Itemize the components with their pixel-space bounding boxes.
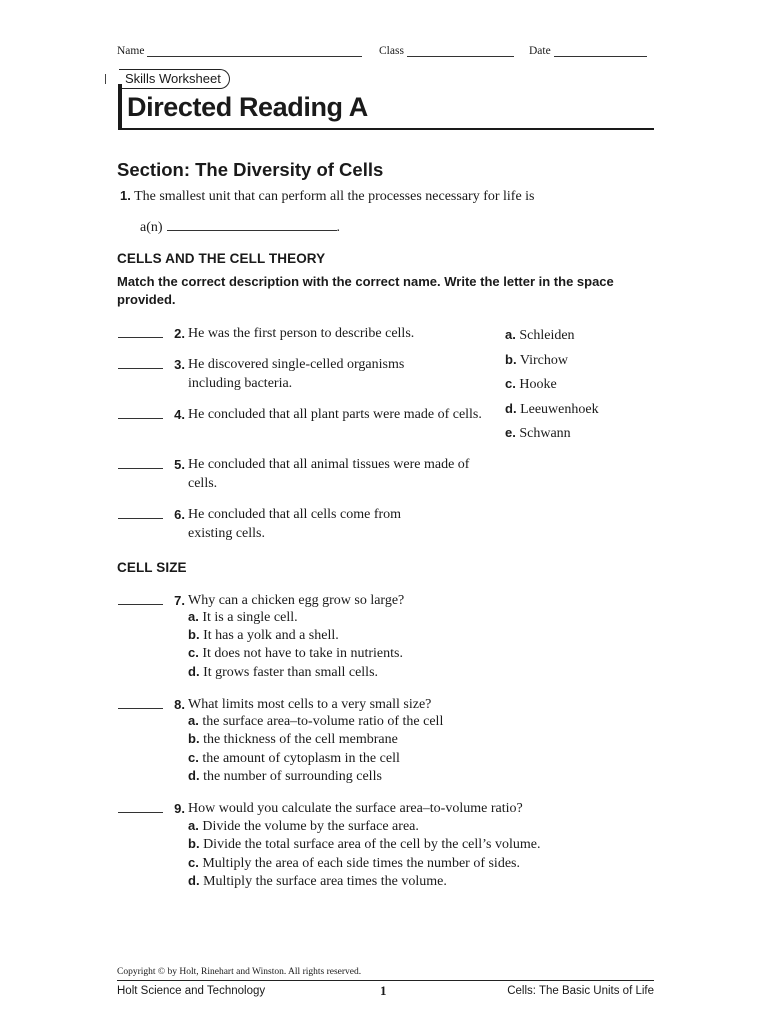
worksheet-badge: Skills Worksheet: [119, 69, 230, 89]
question-1-answer-line: [140, 218, 340, 236]
name-label: Name: [117, 45, 145, 57]
choice-9d: d. Multiply the surface area times the volume.: [188, 873, 447, 889]
answer-suffix: .: [336, 220, 341, 235]
choice-9c: c. Multiply the area of each side times the number of sides.: [188, 855, 520, 871]
question-text: He concluded that all animal tissues were made of cells.: [188, 457, 470, 491]
answer-blank[interactable]: [167, 218, 337, 231]
choice-7c: c. It does not have to take in nutrients.: [188, 645, 403, 661]
name-field[interactable]: [117, 44, 362, 57]
answer-blank[interactable]: [118, 604, 163, 605]
question-number: 7.: [174, 593, 185, 608]
date-field[interactable]: [529, 44, 647, 57]
question-text: How would you calculate the surface area–to-volume ratio?: [188, 801, 523, 816]
matching-instructions: Match the correct description with the correct name. Write the letter in the space provided.: [117, 274, 614, 307]
question-number: 4.: [174, 407, 185, 422]
answer-blank[interactable]: [118, 418, 163, 419]
question-number: 2.: [174, 326, 185, 341]
answer-blank[interactable]: [118, 518, 163, 519]
question-text: The smallest unit that can perform all the processes necessary for life is: [134, 189, 535, 204]
page-title: Directed Reading A: [127, 92, 368, 122]
question-number: 6.: [174, 507, 185, 522]
option-e: e. Schwann: [505, 425, 571, 441]
question-text: He discovered single-celled organisms including bacteria.: [188, 357, 405, 391]
option-a: a. Schleiden: [505, 327, 575, 343]
class-label: Class: [379, 45, 404, 57]
section-title: Section: The Diversity of Cells: [117, 159, 384, 180]
question-text: He was the first person to describe cells.: [188, 326, 415, 341]
option-b: b. Virchow: [505, 351, 568, 368]
question-text: He concluded that all plant parts were made of cells.: [188, 407, 482, 422]
choice-7b: b. It has a yolk and a shell.: [188, 627, 339, 643]
option-d: d. Leeuwenhoek: [505, 400, 599, 417]
title-accent-bar: [118, 84, 122, 130]
footer-chapter: Cells: The Basic Units of Life: [507, 985, 654, 997]
date-label: Date: [529, 45, 551, 57]
question-number: 5.: [174, 457, 185, 472]
question-text: He concluded that all cells come from existing cells.: [188, 507, 402, 541]
title-rule: [118, 128, 654, 130]
question-1: [120, 188, 535, 205]
choice-8c: c. the amount of cytoplasm in the cell: [188, 750, 400, 766]
answer-blank[interactable]: [118, 468, 163, 469]
choice-8d: d. the number of surrounding cells: [188, 768, 382, 784]
answer-blank[interactable]: [118, 812, 163, 813]
margin-mark: [105, 74, 106, 84]
answer-blank[interactable]: [118, 368, 163, 369]
footer-publisher: Holt Science and Technology: [117, 985, 266, 997]
matching-options: [505, 323, 599, 446]
class-field[interactable]: [379, 44, 514, 57]
answer-blank[interactable]: [118, 708, 163, 709]
answer-blank[interactable]: [118, 337, 163, 338]
choice-7a: a. It is a single cell.: [188, 609, 298, 625]
choice-8a: a. the surface area–to-volume ratio of the cell: [188, 713, 444, 729]
choice-9b: b. Divide the total surface area of the cell by the cell’s volume.: [188, 836, 541, 852]
choice-9a: a. Divide the volume by the surface area.: [188, 818, 419, 834]
heading-cell-theory: CELLS AND THE CELL THEORY: [117, 251, 326, 266]
question-number: 8.: [174, 697, 185, 712]
heading-cell-size: CELL SIZE: [117, 560, 187, 575]
page-number: 1: [380, 983, 387, 998]
question-text: Why can a chicken egg grow so large?: [188, 593, 405, 608]
question-number: 3.: [174, 357, 185, 372]
choice-8b: b. the thickness of the cell membrane: [188, 731, 398, 747]
footer-rule: [117, 980, 654, 981]
question-number: 1.: [120, 188, 131, 203]
option-c: c. Hooke: [505, 376, 557, 392]
copyright-notice: Copyright © by Holt, Rinehart and Winston. All rights reserved.: [117, 967, 362, 977]
question-text: What limits most cells to a very small size?: [188, 697, 432, 712]
question-number: 9.: [174, 801, 185, 816]
answer-prefix: a(n): [140, 220, 163, 235]
choice-7d: d. It grows faster than small cells.: [188, 664, 379, 680]
